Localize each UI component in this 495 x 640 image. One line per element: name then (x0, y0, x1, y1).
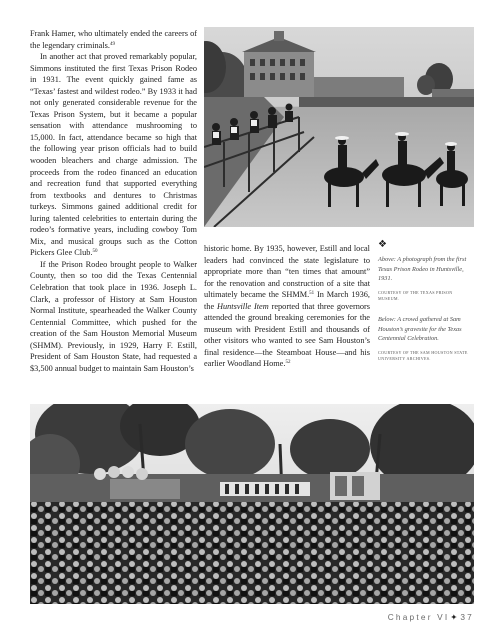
body-text-column-left (30, 28, 197, 388)
caption-below: Below: A crowd gathered at Sam Houston’s gravesite for the Texas Centennial Celebration. (378, 316, 462, 342)
newspaper-title: Huntsville Item (217, 301, 269, 311)
diamond-icon: ✦ (450, 612, 458, 622)
chapter-label: Chapter VI (387, 612, 450, 622)
ornament-icon: ❖ (378, 239, 387, 250)
body-text-column-middle (204, 243, 370, 393)
paragraph-1: Frank Hamer, who ultimately ended the careers of the legendary criminals.$^{49}$ (30, 29, 197, 50)
paragraph-2: In another act that proved remarkably popular, Simmons instituted the first Texas Prison Rodeo in 1931. The event quickly gained fame as “Texas’ fastest and wildest rodeo.” By 1933 it had not only generated considerable revenue for the Texas Prison System, but it became a popular sensation with attendance mushrooming to 15,000. In fact, attendance became so high that the following year prison officials had to build wooden bleachers and charge admission. The proceeds from the rodeo financed an education and recreation fund that supported everything from textbooks and dentures to Christmas turkeys. Simmons gained additional credit for luring talented celebrities to entertain during the rodeo’s formative years, including cowboy Tom Mix, and musical groups such as the Cotton Pickers Glee Club.$^{50}$ (30, 52, 197, 258)
credit-above: COURTESY OF THE TEXAS PRISON MUSEUM. (378, 290, 453, 301)
centennial-crowd-photo (30, 404, 474, 604)
page-footer (388, 612, 474, 622)
footnote-ref-51: 51 (309, 291, 315, 297)
footnote-ref-50: 50 (92, 249, 98, 255)
footnote-ref-52: 52 (285, 360, 291, 366)
page-number: 37 (460, 612, 474, 622)
paragraph-3: If the Prison Rodeo brought people to Walker County, then so too did the Texas Centennial Celebration that took place in 1936. Joseph L. Clark, a professor of History at Sam Houston Normal Institute, spearheaded the Walker County Centennial Committee, which pushed for the creation of the Sam Houston Memorial Museum (SHMM). Previously, in 1929, Harry F. Estill, President of Sam Houston State, had requested a $3,500 annual budget to maintain Sam Houston’s (30, 259, 197, 373)
caption-above: Above: A photograph from the first Texas Prison Rodeo in Huntsville, 1931. (378, 256, 467, 282)
paragraph-4: historic home. By 1935, however, Estill and local leaders had convinced the state legislature to appropriate more than “ten times that amount” for the renovation and construction of a site that ultimately became the SHMM.$^{51}$ In March 1936, the Huntsville Item reported that three governors attended the ground breaking ceremonies for the museum with President Estill and thousands of other visitors who wanted to see Sam Houston’s final residence—the Steamboat House—and his earlier Woodland Home.$^{52}$ (204, 244, 370, 369)
footnote-ref-49: 49 (109, 41, 115, 47)
credit-below: COURTESY OF THE SAM HOUSTON STATE UNIVERSITY ARCHIVES. (378, 350, 468, 361)
photo-captions (378, 240, 474, 375)
prison-rodeo-photo (204, 27, 474, 227)
